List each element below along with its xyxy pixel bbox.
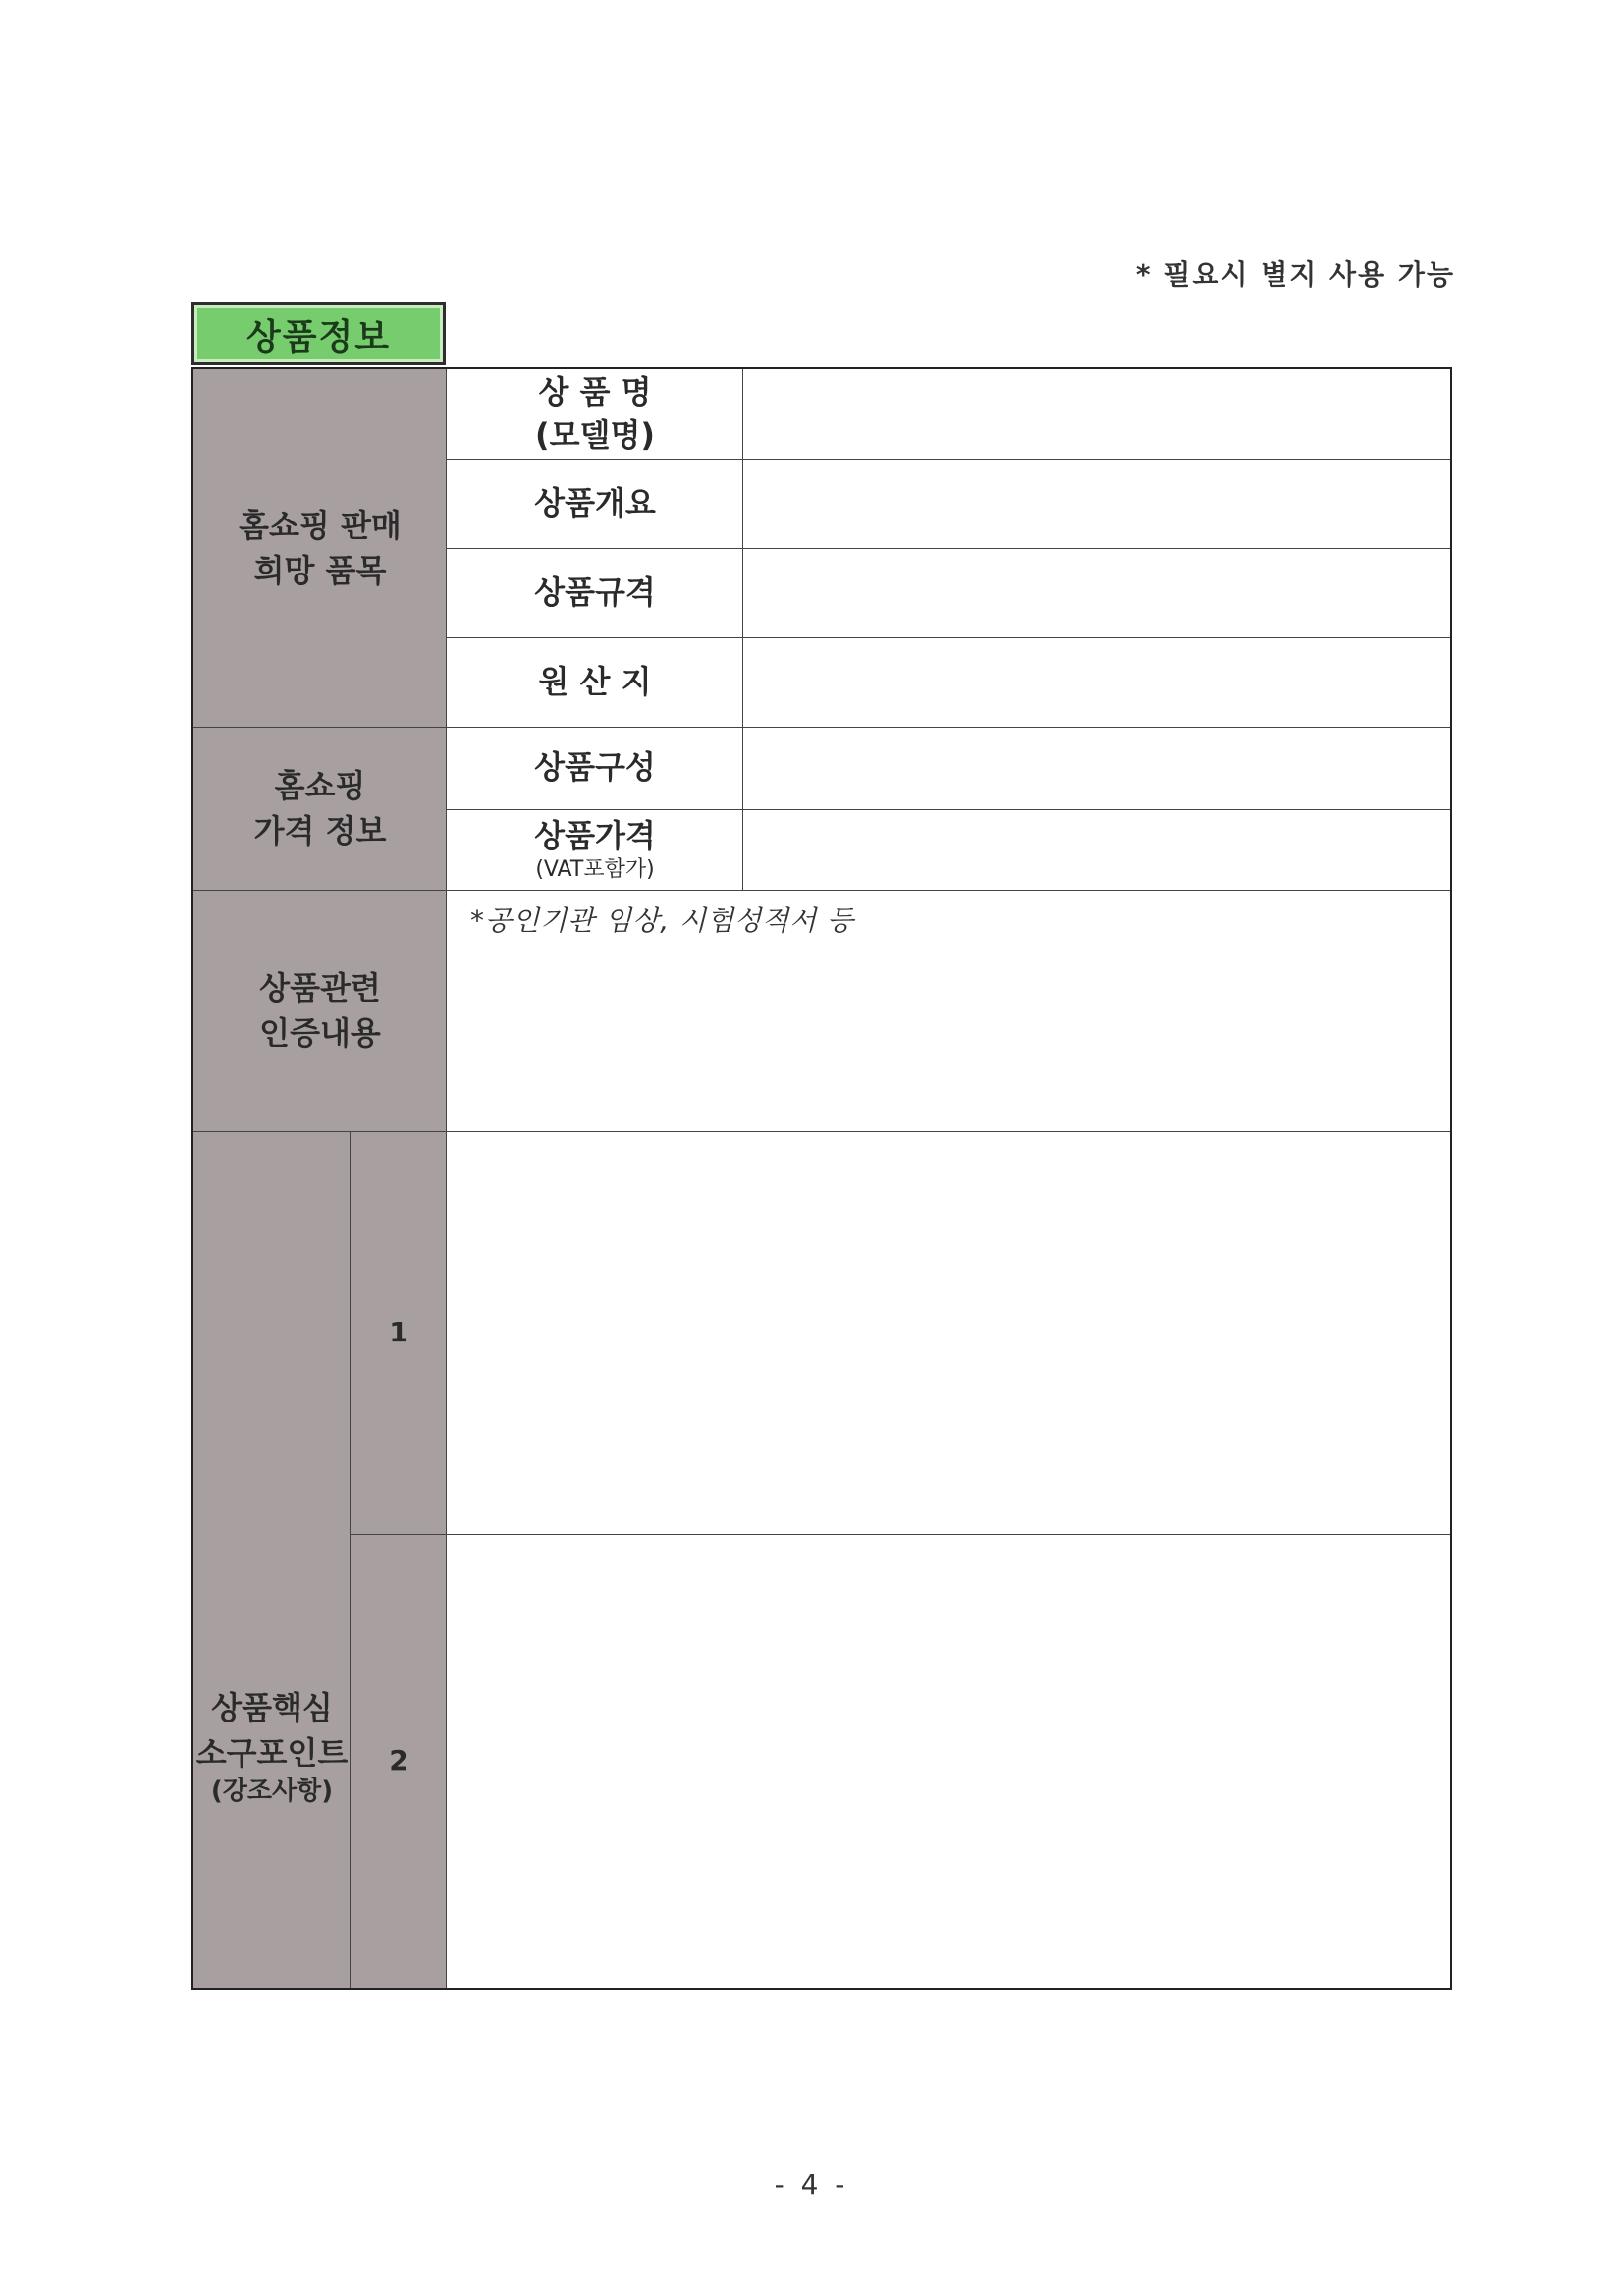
page-number: - 4 -	[774, 2168, 849, 2201]
field-product-name-line2: (모델명)	[535, 415, 655, 454]
group-price-info	[193, 727, 447, 890]
group-certification	[193, 890, 447, 1131]
divider-h-7	[193, 1131, 1450, 1132]
group-key-points-line3: (강조사항)	[210, 1776, 334, 1806]
divider-h-6	[193, 890, 1450, 891]
product-info-form	[191, 367, 1452, 1990]
field-origin: 원 산 지	[538, 662, 652, 700]
value-product-name[interactable]	[743, 369, 1450, 459]
group-key-points	[193, 1131, 351, 1988]
field-composition: 상품구성	[534, 748, 656, 787]
value-key-point-1[interactable]	[447, 1131, 1450, 1534]
group-wish-item-line1: 홈쇼핑 판매	[239, 506, 402, 544]
value-overview[interactable]	[743, 459, 1450, 548]
divider-v-number	[350, 1131, 351, 1988]
field-price-line2: (VAT포함가)	[535, 857, 655, 883]
group-price-info-line2: 가격 정보	[253, 812, 387, 849]
field-overview: 상품개요	[534, 483, 656, 521]
separate-sheet-note: * 필요시 별지 사용 가능	[1135, 258, 1455, 291]
field-spec: 상품규격	[534, 573, 656, 611]
divider-h-4	[193, 727, 1450, 728]
divider-h-2	[447, 548, 1450, 549]
field-product-name-line1: 상 품 명	[538, 373, 652, 411]
point-number-2: 2	[351, 1534, 447, 1988]
value-key-point-2[interactable]	[447, 1534, 1450, 1988]
divider-v-label	[742, 369, 743, 890]
group-key-points-line2: 소구포인트	[195, 1734, 349, 1773]
divider-h-3	[447, 637, 1450, 638]
field-product-name	[447, 369, 743, 459]
group-wish-item-line2: 희망 품목	[253, 552, 387, 589]
divider-h-8	[351, 1534, 1450, 1535]
group-wish-item	[193, 369, 447, 727]
point-number-1: 1	[351, 1131, 447, 1534]
group-key-points-line1: 상품핵심	[211, 1689, 333, 1727]
value-price[interactable]	[743, 809, 1450, 890]
value-composition[interactable]	[743, 727, 1450, 809]
group-certification-line1: 상품관련	[259, 968, 381, 1007]
value-origin[interactable]	[743, 637, 1450, 727]
certification-hint: *공인기관 임상, 시험성적서 등	[470, 904, 855, 937]
value-spec[interactable]	[743, 548, 1450, 637]
field-price	[447, 809, 743, 890]
field-price-line1: 상품가격	[534, 817, 656, 855]
group-price-info-line1: 홈쇼핑	[274, 766, 366, 804]
divider-v-group	[446, 369, 447, 1988]
section-title: 상품정보	[191, 302, 446, 365]
divider-h-1	[447, 459, 1450, 460]
group-certification-line2: 인증내용	[259, 1014, 381, 1052]
divider-h-5	[447, 809, 1450, 810]
